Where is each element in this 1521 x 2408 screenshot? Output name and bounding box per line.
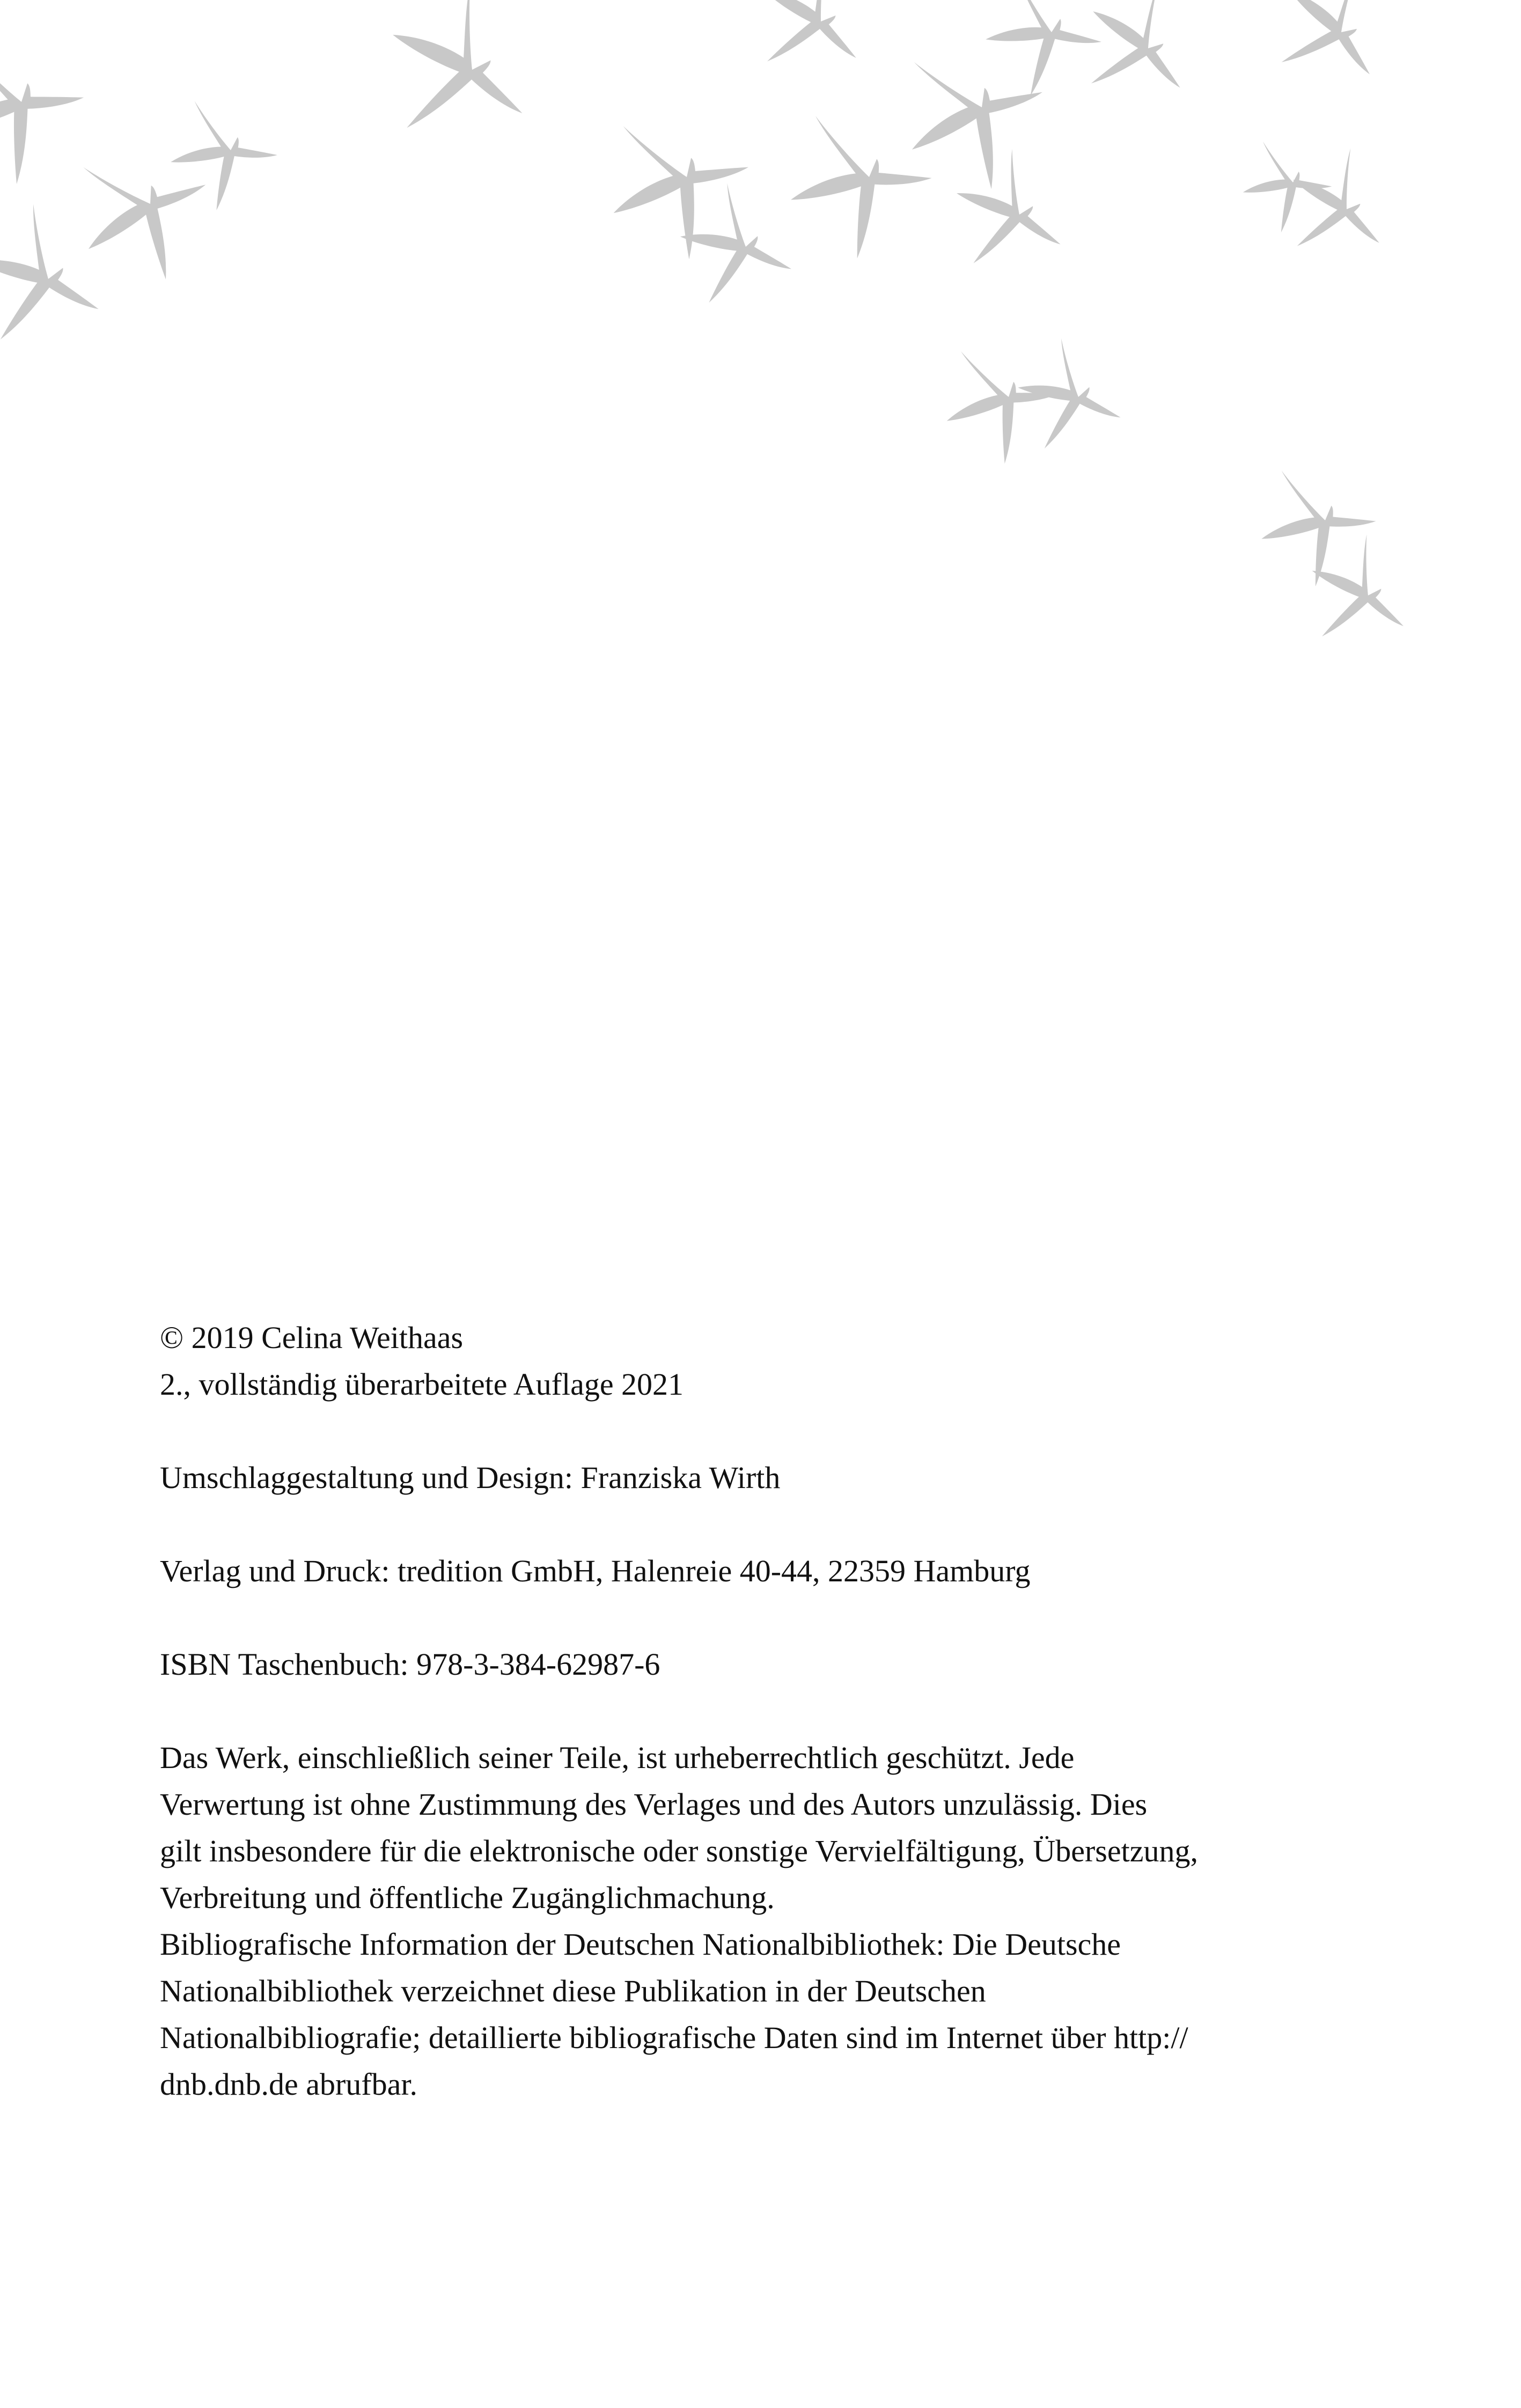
legal-line: Bibliografische Information der Deutschen Nationalbibliothek: Die Deutsche (160, 1927, 1121, 1962)
legal-line: dnb.dnb.de abrufbar. (160, 2067, 417, 2102)
edition-line: 2., vollständig überarbeitete Auflage 2021 (160, 1367, 684, 1402)
legal-line: Das Werk, einschließlich seiner Teile, ist urheberrechtlich geschützt. Jede (160, 1740, 1075, 1775)
legal-line: Nationalbibliografie; detaillierte bibliografische Daten sind im Internet über http:// (160, 2020, 1188, 2055)
copyright-line: © 2019 Celina Weithaas (160, 1320, 464, 1355)
cover-design-line: Umschlaggestaltung und Design: Franziska Wirth (160, 1460, 781, 1495)
legal-line: Verbreitung und öffentliche Zugänglichmachung. (160, 1880, 775, 1915)
legal-line: gilt insbesondere für die elektronische oder sonstige Vervielfältigung, Übersetzung, (160, 1833, 1198, 1868)
isbn-line: ISBN Taschenbuch: 978-3-384-62987-6 (160, 1647, 660, 1682)
flying-birds-icon (0, 0, 1521, 671)
legal-line: Verwertung ist ohne Zustimmung des Verlages und des Autors unzulässig. Dies (160, 1787, 1148, 1822)
legal-line: Nationalbibliothek verzeichnet diese Publikation in der Deutschen (160, 1973, 986, 2008)
publisher-line: Verlag und Druck: tredition GmbH, Halenreie 40-44, 22359 Hamburg (160, 1553, 1031, 1588)
imprint-block (160, 1314, 1394, 2108)
